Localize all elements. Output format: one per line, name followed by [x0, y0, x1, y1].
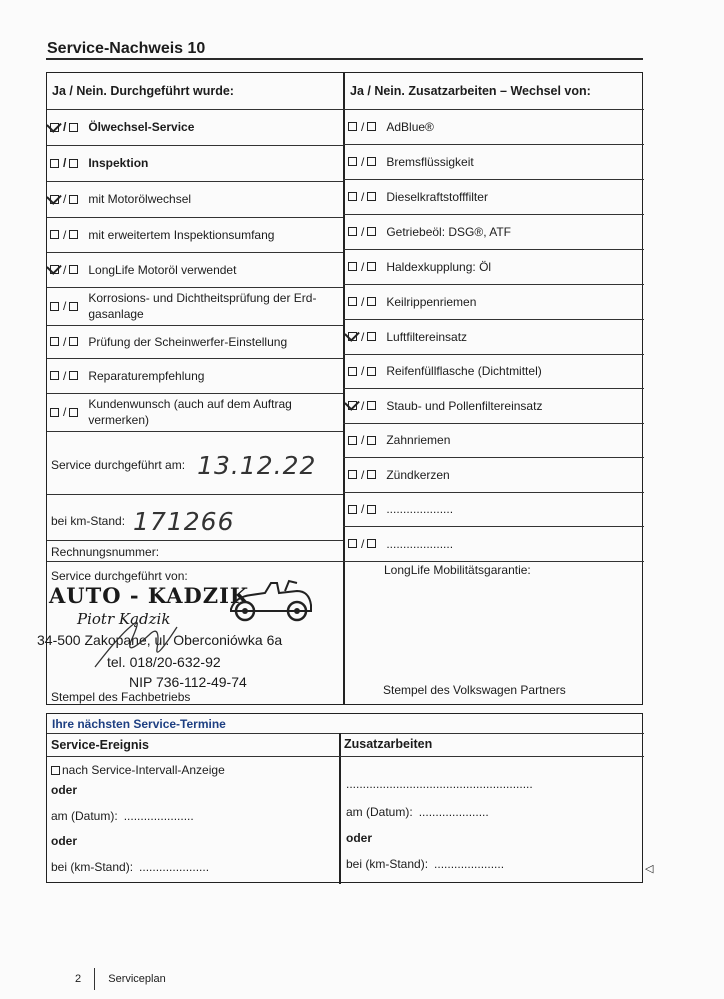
left-item-1-yes-checkbox[interactable] — [50, 159, 59, 168]
right-row-divider — [343, 388, 644, 389]
ja-nein-slash: / — [361, 398, 365, 413]
left-row-divider — [47, 358, 343, 359]
right-item-4-label: Haldexkupplung: Öl — [386, 259, 492, 274]
right-item-7[interactable] — [348, 354, 542, 388]
extra-km-dots: ..................... — [434, 857, 505, 871]
mobility-guarantee-label: LongLife Mobilitätsgarantie: — [384, 563, 531, 577]
left-item-8[interactable] — [50, 393, 323, 431]
right-item-1-no-checkbox[interactable] — [367, 157, 376, 166]
left-item-2-yes-checkbox[interactable] — [50, 195, 59, 204]
left-item-6-yes-checkbox[interactable] — [50, 337, 59, 346]
left-item-8-yes-checkbox[interactable] — [50, 408, 59, 417]
right-item-7-label: Reifenfüllflasche (Dichtmittel) — [386, 364, 542, 378]
left-item-3-no-checkbox[interactable] — [69, 230, 78, 239]
left-item-1-label: Inspektion — [88, 156, 149, 170]
right-item-5-label: Keilrippenriemen — [386, 294, 477, 309]
oder-2: oder — [51, 834, 78, 848]
right-header: Ja / Nein. Zusatzarbeiten – Wechsel von: — [350, 84, 591, 98]
ja-nein-slash: / — [63, 368, 67, 383]
right-row-divider — [343, 354, 644, 355]
footer-divider — [94, 968, 95, 990]
vintage-car-icon — [225, 579, 317, 623]
right-item-1[interactable] — [348, 144, 474, 179]
left-item-6[interactable] — [50, 325, 287, 358]
next-km-dots: ..................... — [139, 860, 210, 874]
ja-nein-slash: / — [63, 299, 67, 313]
oder-3: oder — [346, 831, 373, 845]
right-item-8-no-checkbox[interactable] — [367, 401, 376, 410]
ja-nein-slash: / — [361, 259, 365, 274]
right-item-9[interactable] — [348, 423, 450, 457]
invoice-label: Rechnungsnummer: — [51, 545, 160, 559]
extra-km-label: bei (km-Stand): — [346, 857, 429, 871]
next-service-title: Ihre nächsten Service-Termine — [52, 716, 226, 731]
workshop-label: Service durchgeführt von: — [51, 569, 188, 583]
ja-nein-slash: / — [361, 536, 365, 551]
right-row-divider — [343, 214, 644, 215]
next-col-right: Zusatzarbeiten — [344, 737, 433, 751]
extra-date-field[interactable] — [346, 804, 489, 820]
right-item-12-no-checkbox[interactable] — [367, 539, 376, 548]
right-item-0-no-checkbox[interactable] — [367, 122, 376, 131]
ja-nein-slash: / — [63, 192, 67, 206]
ja-nein-slash: / — [361, 502, 365, 516]
right-item-11-yes-checkbox[interactable] — [348, 505, 357, 514]
right-item-5[interactable] — [348, 284, 476, 319]
left-row-divider — [47, 217, 343, 218]
left-item-6-label: Prüfung der Scheinwerfer-Einstellung — [88, 334, 288, 349]
oder-1: oder — [51, 783, 78, 797]
next-service-box — [46, 713, 643, 883]
right-item-11[interactable] — [348, 492, 453, 526]
right-item-0-yes-checkbox[interactable] — [348, 122, 357, 131]
left-item-0-label: Ölwechsel-Service — [88, 120, 195, 134]
next-km-field[interactable] — [51, 859, 209, 875]
title-rule — [46, 58, 643, 60]
service-form — [37, 72, 643, 705]
ja-nein-slash: / — [361, 189, 365, 204]
extra-date-dots: ..................... — [418, 805, 489, 819]
right-item-4[interactable] — [348, 249, 491, 284]
left-item-0-yes-checkbox[interactable] — [50, 123, 59, 132]
right-item-3[interactable] — [348, 214, 511, 249]
service-date-value[interactable]: 13.12.22 — [197, 450, 317, 480]
right-item-10-yes-checkbox[interactable] — [348, 470, 357, 479]
right-item-0[interactable] — [348, 109, 434, 144]
right-item-7-no-checkbox[interactable] — [367, 367, 376, 376]
right-item-3-no-checkbox[interactable] — [367, 227, 376, 236]
right-item-2-no-checkbox[interactable] — [367, 192, 376, 201]
left-row-divider — [47, 325, 343, 326]
right-item-10-label: Zündkerzen — [386, 467, 450, 482]
ja-nein-slash: / — [63, 262, 67, 277]
right-item-4-no-checkbox[interactable] — [367, 262, 376, 271]
right-item-12-yes-checkbox[interactable] — [348, 539, 357, 548]
right-item-11-no-checkbox[interactable] — [367, 505, 376, 514]
left-item-5[interactable] — [50, 287, 323, 325]
interval-label: nach Service-Intervall-Anzeige — [62, 763, 225, 777]
right-row-divider — [343, 319, 644, 320]
stamp-nip: NIP 736-112-49-74 — [129, 674, 247, 690]
km-row — [51, 501, 234, 541]
right-item-1-yes-checkbox[interactable] — [348, 157, 357, 166]
interval-checkbox[interactable] — [51, 766, 60, 775]
stamp-address: 34-500 Zakopane, ul. Oberconiówka 6a — [37, 632, 283, 648]
right-item-8[interactable] — [348, 388, 542, 423]
ja-nein-slash: / — [361, 364, 365, 378]
right-item-9-no-checkbox[interactable] — [367, 436, 376, 445]
right-row-divider — [343, 109, 644, 110]
ja-nein-slash: / — [63, 334, 67, 349]
right-row-divider — [343, 457, 644, 458]
next-date-field[interactable] — [51, 808, 194, 824]
ja-nein-slash: / — [361, 154, 365, 169]
right-item-5-no-checkbox[interactable] — [367, 297, 376, 306]
right-item-8-yes-checkbox[interactable] — [348, 401, 357, 410]
right-item-12-label: .................... — [386, 536, 454, 551]
left-item-5-yes-checkbox[interactable] — [50, 302, 59, 311]
left-item-4[interactable] — [50, 252, 236, 287]
ja-nein-slash: / — [361, 467, 365, 482]
left-item-3-yes-checkbox[interactable] — [50, 230, 59, 239]
right-row-divider — [343, 492, 644, 493]
ja-nein-slash: / — [361, 119, 365, 134]
page-title: Service-Nachweis 10 — [47, 40, 206, 57]
km-value[interactable]: 171266 — [133, 506, 235, 536]
extra-km-field[interactable] — [346, 856, 504, 872]
right-item-2[interactable] — [348, 179, 488, 214]
right-item-10-no-checkbox[interactable] — [367, 470, 376, 479]
left-row-divider — [47, 109, 343, 110]
service-date-row — [51, 445, 316, 485]
workshop-stamp-caption: Stempel des Fachbetriebs — [51, 690, 191, 704]
next-date-dots: ..................... — [123, 809, 194, 823]
right-item-9-yes-checkbox[interactable] — [348, 436, 357, 445]
left-item-6-no-checkbox[interactable] — [69, 337, 78, 346]
stamp-phone: tel. 018/20-632-92 — [107, 654, 221, 670]
left-item-0-no-checkbox[interactable] — [69, 123, 78, 132]
ja-nein-slash: / — [361, 294, 365, 309]
left-item-0[interactable] — [50, 109, 194, 145]
left-item-5-no-checkbox[interactable] — [69, 302, 78, 311]
left-item-2[interactable] — [50, 181, 191, 217]
page-footer — [75, 968, 166, 990]
ja-nein-slash: / — [63, 156, 67, 170]
ja-nein-slash: / — [63, 227, 67, 242]
triangle-marker-icon: ◁ — [645, 863, 654, 875]
page-number: 2 — [75, 972, 82, 985]
left-row-divider — [47, 181, 343, 182]
signature — [91, 613, 181, 671]
right-item-9-label: Zahnriemen — [386, 433, 451, 447]
footer-section: Serviceplan — [108, 972, 166, 985]
right-row-divider — [343, 284, 644, 285]
left-item-7[interactable] — [50, 358, 204, 393]
right-item-3-yes-checkbox[interactable] — [348, 227, 357, 236]
left-item-8-label: Kundenwunsch (auch auf dem Auftrag vermerken) — [88, 397, 292, 427]
right-item-5-yes-checkbox[interactable] — [348, 297, 357, 306]
ja-nein-slash: / — [63, 120, 67, 134]
right-item-3-label: Getriebeöl: DSG®, ATF — [386, 224, 512, 239]
right-item-6-yes-checkbox[interactable] — [348, 332, 357, 341]
right-row-divider — [343, 144, 644, 145]
ja-nein-slash: / — [361, 224, 365, 239]
left-item-2-no-checkbox[interactable] — [69, 195, 78, 204]
right-item-2-yes-checkbox[interactable] — [348, 192, 357, 201]
left-item-7-yes-checkbox[interactable] — [50, 371, 59, 380]
left-item-7-no-checkbox[interactable] — [69, 371, 78, 380]
ja-nein-slash: / — [361, 433, 365, 447]
right-item-0-label: AdBlue® — [386, 119, 434, 134]
left-item-4-label: LongLife Motoröl verwendet — [88, 262, 237, 277]
stamp-name: AUTO - KADZIK — [49, 583, 250, 608]
left-item-8-no-checkbox[interactable] — [69, 408, 78, 417]
left-item-1-no-checkbox[interactable] — [69, 159, 78, 168]
right-item-2-label: Dieselkraftstofffilter — [386, 189, 488, 204]
left-row-divider — [47, 145, 343, 146]
left-header: Ja / Nein. Durchgeführt wurde: — [52, 84, 234, 98]
left-row-divider — [47, 252, 343, 253]
right-row-divider — [343, 249, 644, 250]
right-item-10[interactable] — [348, 457, 450, 492]
next-km-label: bei (km-Stand): — [51, 860, 134, 874]
right-item-1-label: Bremsflüssigkeit — [386, 154, 474, 169]
ja-nein-slash: / — [63, 405, 67, 419]
left-item-4-no-checkbox[interactable] — [69, 265, 78, 274]
interval-option[interactable] — [51, 762, 225, 778]
extra-work-field[interactable]: ........................................................ — [346, 777, 533, 791]
service-date-label: Service durchgeführt am: — [51, 458, 186, 472]
left-item-3[interactable] — [50, 217, 274, 252]
left-item-3-label: mit erweitertem Inspektionsumfang — [88, 227, 275, 242]
right-row-divider — [343, 423, 644, 424]
extra-date-label: am (Datum): — [346, 805, 413, 819]
right-item-6-no-checkbox[interactable] — [367, 332, 376, 341]
right-item-6-label: Luftfiltereinsatz — [386, 329, 468, 344]
left-row-divider — [47, 393, 343, 394]
right-item-4-yes-checkbox[interactable] — [348, 262, 357, 271]
next-date-label: am (Datum): — [51, 809, 118, 823]
right-item-7-yes-checkbox[interactable] — [348, 367, 357, 376]
left-item-1[interactable] — [50, 145, 148, 181]
left-item-7-label: Reparaturempfehlung — [88, 368, 205, 383]
right-item-11-label: .................... — [386, 502, 454, 516]
left-item-4-yes-checkbox[interactable] — [50, 265, 59, 274]
right-row-divider — [343, 526, 644, 527]
next-col-left: Service-Ereignis — [51, 738, 149, 752]
stamp-owner: Piotr Kądzik — [77, 610, 171, 628]
ja-nein-slash: / — [361, 329, 365, 344]
km-label: bei km-Stand: — [51, 514, 126, 528]
left-row-divider — [47, 287, 343, 288]
right-item-12[interactable] — [348, 526, 453, 561]
left-item-5-label: Korrosions- und Dichtheitsprüfung der Erd-gasanlage — [88, 291, 317, 321]
partner-stamp-caption: Stempel des Volkswagen Partners — [383, 683, 566, 697]
right-item-8-label: Staub- und Pollenfiltereinsatz — [386, 398, 543, 413]
right-item-6[interactable] — [348, 319, 467, 354]
right-row-divider — [343, 179, 644, 180]
left-item-2-label: mit Motorölwechsel — [88, 192, 192, 206]
